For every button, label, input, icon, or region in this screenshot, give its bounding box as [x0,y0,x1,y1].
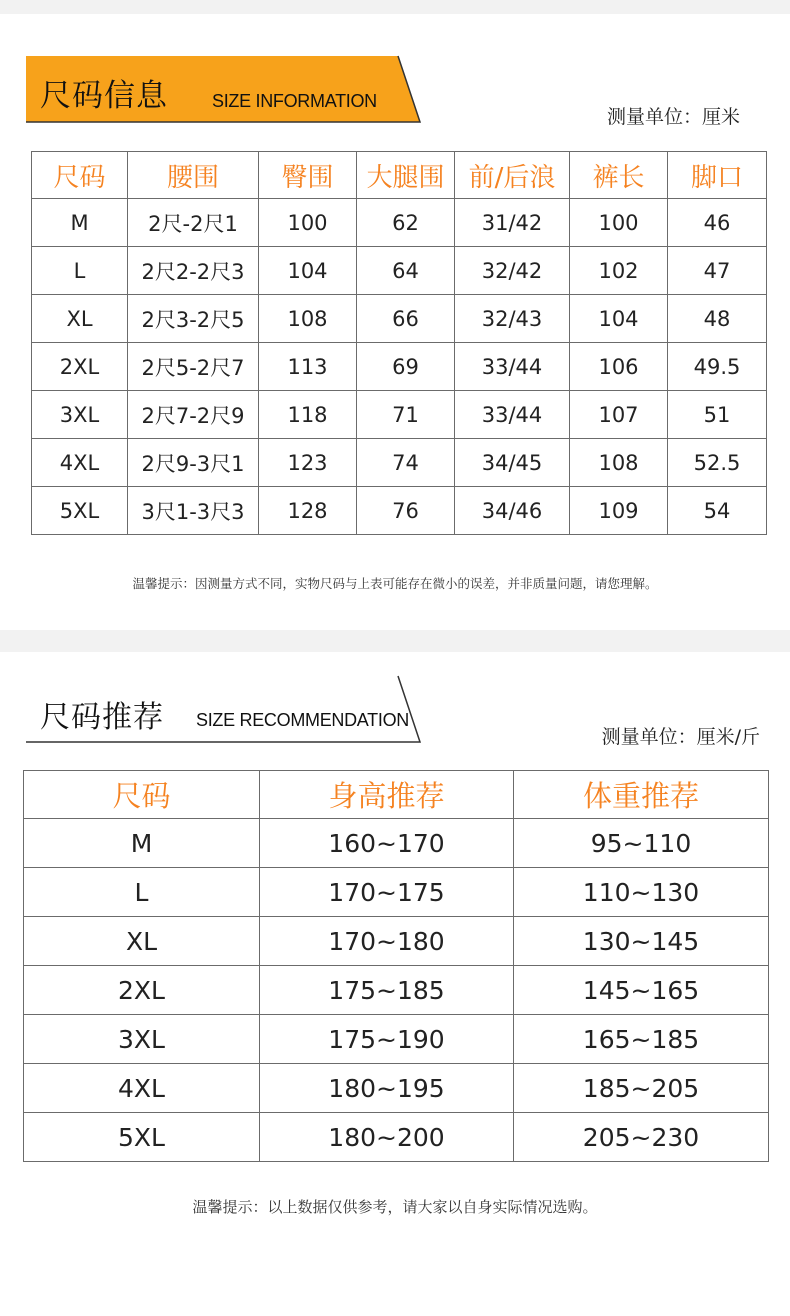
table-cell: 2尺2-2尺3 [128,247,259,295]
table-cell: 175~190 [260,1015,514,1064]
table-cell: 66 [357,295,455,343]
size-recommendation-section [0,652,790,1316]
table-cell: 46 [668,199,767,247]
table-cell: 33/44 [455,343,570,391]
table-header-row [24,771,769,819]
table-cell: 48 [668,295,767,343]
column-header: 腰围 [128,152,259,199]
table-cell: 2尺5-2尺7 [128,343,259,391]
table-row [32,391,767,439]
table-cell: 118 [259,391,357,439]
table-cell: 5XL [32,487,128,535]
column-header: 脚口 [668,152,767,199]
table-row [32,199,767,247]
table-cell: 54 [668,487,767,535]
column-header: 大腿围 [357,152,455,199]
table-cell: 180~200 [260,1113,514,1162]
table-cell: 165~185 [514,1015,769,1064]
measurement-unit-label: 测量单位：厘米/斤 [601,726,760,748]
table-row [24,868,769,917]
column-header: 前/后浪 [455,152,570,199]
table-cell: 2尺9-3尺1 [128,439,259,487]
table-cell: 34/45 [455,439,570,487]
table-cell: 32/43 [455,295,570,343]
table-cell: 4XL [24,1064,260,1113]
disclaimer-note: 温馨提示：以上数据仅供参考，请大家以自身实际情况选购。 [192,1198,598,1216]
table-row [32,343,767,391]
table-cell: 3XL [24,1015,260,1064]
table-row [32,487,767,535]
table-cell: 2XL [24,966,260,1015]
table-cell: 3XL [32,391,128,439]
table-header-row [32,152,767,199]
table-cell: L [32,247,128,295]
table-cell: 2尺7-2尺9 [128,391,259,439]
table-cell: 71 [357,391,455,439]
table-row [32,247,767,295]
table-cell: 76 [357,487,455,535]
column-header: 尺码 [24,771,260,819]
table-cell: 32/42 [455,247,570,295]
table-cell: L [24,868,260,917]
table-cell: 49.5 [668,343,767,391]
table-row [32,439,767,487]
table-cell: 160~170 [260,819,514,868]
table-cell: 108 [570,439,668,487]
table-row [24,917,769,966]
disclaimer-note: 温馨提示：因测量方式不同，实物尺码与上表可能存在微小的误差，并非质量问题，请您理解。 [132,576,658,591]
table-cell: 3尺1-3尺3 [128,487,259,535]
size-information-table [31,151,767,535]
table-cell: 130~145 [514,917,769,966]
table-cell: 104 [259,247,357,295]
column-header: 臀围 [259,152,357,199]
table-cell: 52.5 [668,439,767,487]
table-row [24,819,769,868]
table-cell: 185~205 [514,1064,769,1113]
column-header: 裤长 [570,152,668,199]
table-cell: 175~185 [260,966,514,1015]
table-cell: 113 [259,343,357,391]
table-cell: 109 [570,487,668,535]
table-cell: 110~130 [514,868,769,917]
column-header: 尺码 [32,152,128,199]
table-cell: 2XL [32,343,128,391]
table-row [24,1113,769,1162]
section-subtitle: SIZE RECOMMENDATION [196,710,409,730]
size-recommendation-banner [26,676,422,744]
table-cell: 31/42 [455,199,570,247]
column-header: 体重推荐 [514,771,769,819]
table-cell: 47 [668,247,767,295]
table-cell: 5XL [24,1113,260,1162]
table-cell: 102 [570,247,668,295]
size-information-section [0,14,790,630]
table-cell: 205~230 [514,1113,769,1162]
table-cell: 108 [259,295,357,343]
section-subtitle: SIZE INFORMATION [212,91,377,111]
size-information-banner [26,56,422,124]
table-row [24,1064,769,1113]
table-cell: 2尺-2尺1 [128,199,259,247]
table-cell: 170~180 [260,917,514,966]
table-cell: 106 [570,343,668,391]
table-cell: 74 [357,439,455,487]
table-cell: M [32,199,128,247]
table-cell: 4XL [32,439,128,487]
table-cell: 34/46 [455,487,570,535]
table-cell: 64 [357,247,455,295]
table-cell: 2尺3-2尺5 [128,295,259,343]
table-row [32,295,767,343]
table-cell: 170~175 [260,868,514,917]
table-cell: 107 [570,391,668,439]
table-row [24,966,769,1015]
table-cell: XL [32,295,128,343]
table-cell: 104 [570,295,668,343]
table-cell: 100 [570,199,668,247]
table-cell: 95~110 [514,819,769,868]
table-cell: 69 [357,343,455,391]
table-cell: M [24,819,260,868]
table-cell: 33/44 [455,391,570,439]
table-cell: 100 [259,199,357,247]
table-cell: 51 [668,391,767,439]
table-cell: XL [24,917,260,966]
measurement-unit-label: 测量单位：厘米 [606,106,740,128]
table-cell: 145~165 [514,966,769,1015]
size-recommendation-table [23,770,769,1162]
table-cell: 123 [259,439,357,487]
section-title: 尺码信息 [40,78,168,114]
table-cell: 180~195 [260,1064,514,1113]
table-row [24,1015,769,1064]
column-header: 身高推荐 [260,771,514,819]
table-cell: 62 [357,199,455,247]
table-cell: 128 [259,487,357,535]
section-title: 尺码推荐 [40,700,164,735]
